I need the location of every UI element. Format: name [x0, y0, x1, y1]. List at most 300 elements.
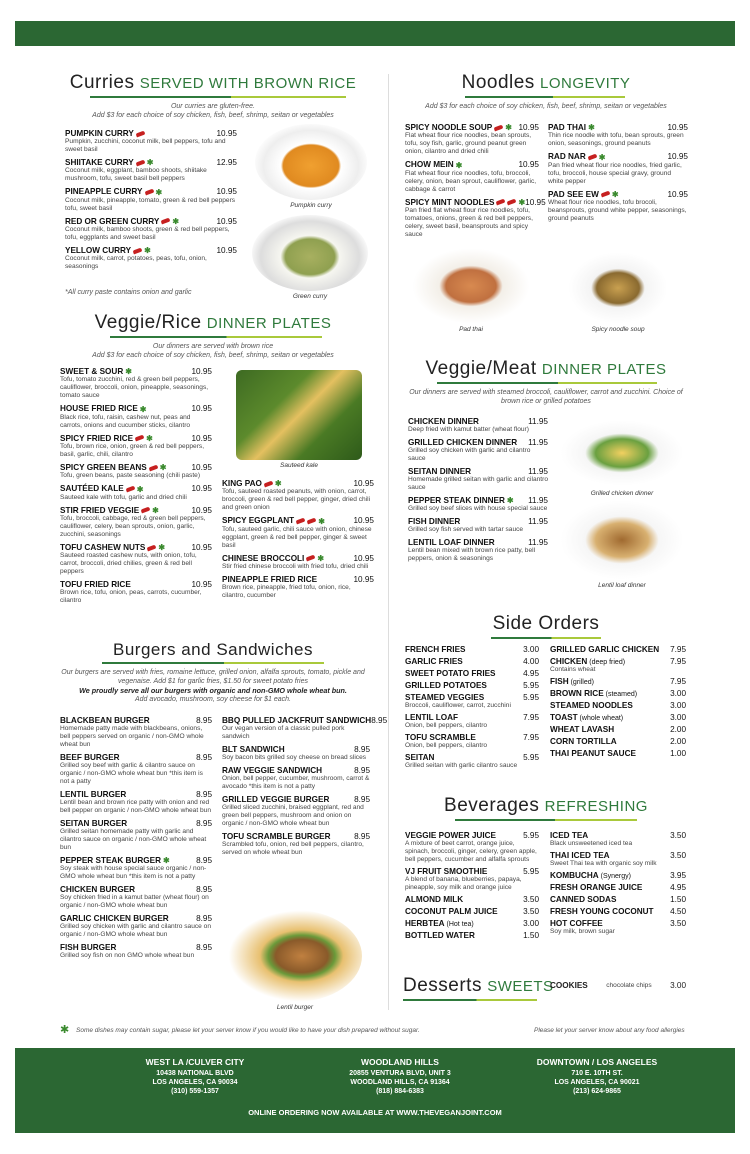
chili-icon: [507, 199, 517, 206]
item-name: STIR FRIED VEGGIE ✱: [60, 505, 159, 515]
sugar-note: Some dishes may contain sugar, please let your server know if you would like to have your dish prepared without sugar.: [76, 1027, 420, 1034]
veggie-meat-underline: [437, 382, 657, 384]
menu-item: [405, 681, 539, 690]
item-description: Scrambled tofu, onion, red bell peppers, cilantro, served on whole wheat bun: [222, 841, 364, 856]
menu-item: [550, 895, 686, 904]
item-name: CANNED SODAS: [550, 895, 617, 904]
item-price: 10.95: [667, 189, 688, 199]
menu-item: [60, 914, 212, 939]
footer: [15, 1048, 735, 1133]
item-name: BROWN RICE (steamed): [550, 689, 638, 698]
veggie-rice-note: Our dinners are served with brown rice Add $3 for each choice of soy chicken, fish, beef, shrimp, seitan or vegetables: [92, 343, 334, 359]
item-name: LENTIL LOAF: [405, 713, 459, 722]
item-price: 10.95: [518, 160, 539, 170]
menu-item: [222, 766, 370, 791]
item-description: Lentil bean mixed with brown rice patty, bell peppers, onion & seasonings: [408, 547, 536, 563]
item-name: HERBTEA (Hot tea): [405, 919, 474, 928]
curries-note: Our curries are gluten-free. Add $3 for each choice of soy chicken, fish, beef, shrimp, seitan or vegetables: [92, 103, 334, 119]
chili-icon: [141, 507, 151, 514]
menu-item: [60, 943, 212, 960]
item-description: Brown rice, tofu, onion, peas, carrots, cucumber, cilantro: [60, 589, 202, 605]
leaf-icon: ✱: [152, 505, 159, 515]
sauteed-kale-photo: [236, 370, 362, 460]
item-name: RAW VEGGIE SANDWICH: [222, 766, 323, 775]
item-price: 3.00: [670, 689, 686, 698]
item-price: 1.00: [670, 749, 686, 758]
top-banner: [15, 21, 735, 46]
menu-item: [405, 713, 539, 730]
item-name: KOMBUCHA (Synergy): [550, 871, 631, 880]
item-price: 8.95: [196, 885, 212, 895]
item-name: FISH BURGER: [60, 943, 117, 953]
item-name: CHICKEN DINNER: [408, 417, 479, 426]
menu-item: [550, 657, 686, 674]
grilled-chicken-dinner-caption: Grilled chicken dinner: [590, 490, 654, 497]
leaf-icon: ✱: [136, 484, 144, 494]
item-description: Onion, bell pepper, cucumber, mushroom, carrot & avocado *this item is not a patty: [222, 775, 370, 790]
desserts-title: Desserts: [403, 975, 482, 996]
item-name: YELLOW CURRY ✱: [65, 245, 151, 256]
item-name: SPICY MINT NOODLES ✱: [405, 197, 526, 207]
item-price: 7.95: [523, 713, 539, 722]
chili-icon: [135, 435, 145, 442]
menu-item: [550, 713, 686, 722]
menu-item: [550, 919, 686, 936]
item-price: 10.95: [191, 463, 212, 473]
item-name: BLT SANDWICH: [222, 745, 285, 754]
leaf-icon: ✱: [155, 187, 163, 197]
item-price: 5.95: [523, 753, 539, 762]
item-price: 3.50: [523, 895, 539, 904]
leaf-icon: ✱: [317, 553, 325, 563]
menu-item: [405, 831, 539, 864]
menu-item: [60, 580, 212, 605]
menu-item: [405, 197, 546, 239]
item-name: GRILLED GARLIC CHICKEN: [550, 645, 660, 654]
menu-item: [405, 867, 539, 892]
menu-item: [408, 517, 548, 534]
item-name: GARLIC FRIES: [405, 657, 463, 666]
item-price: 5.95: [523, 693, 539, 702]
item-name: TOFU CASHEW NUTS ✱: [60, 542, 166, 553]
item-price: 1.50: [670, 895, 686, 904]
item-price: 10.95: [353, 574, 374, 584]
menu-item: [65, 217, 237, 242]
item-name: GARLIC CHICKEN BURGER: [60, 914, 169, 924]
item-price: 8.95: [196, 856, 212, 866]
location-woodland-hills: WOODLAND HILLS 20855 VENTURA BLVD, UNIT 3 WOODLAND HILLS, CA 91364 (818) 884-6383: [349, 1057, 451, 1095]
item-description: Homemade grilled seitan with garlic and cilantro sauce: [408, 476, 549, 491]
leaf-icon: ✱: [518, 197, 526, 207]
burgers-list-right: [222, 716, 388, 861]
allergy-note: Please let your server know about any food allergies: [534, 1027, 685, 1034]
noodles-section: [405, 72, 687, 111]
item-price: 10.95: [525, 197, 546, 207]
menu-item: [550, 749, 686, 758]
item-description: Pan fried flat wheat flour rice noodles, tofu, tomatoes, onions, green & red bell peppers, celery, sweet basil, beansprouts and spicy sauce: [405, 206, 533, 238]
item-price: 4.50: [670, 907, 686, 916]
menu-item: [405, 931, 539, 940]
item-name: RAD NAR ✱: [548, 152, 606, 162]
veggie-rice-list-left: [60, 367, 212, 609]
menu-item: [408, 496, 548, 513]
chili-icon: [600, 191, 610, 198]
chili-icon: [307, 518, 317, 525]
item-description: Soy chicken fried in a kamut batter (wheat flour) on organic / non-GMO whole wheat bun: [60, 894, 209, 910]
veggie-rice-heading: [60, 312, 366, 334]
leaf-icon: ✱: [159, 463, 167, 473]
item-name: SPICY EGGPLANT ✱: [222, 516, 325, 526]
item-name: THAI PEANUT SAUCE: [550, 749, 636, 758]
menu-item: [550, 677, 686, 686]
curries-subtitle: SERVED WITH BROWN RICE: [139, 75, 357, 92]
item-name: CHINESE BROCCOLI ✱: [222, 553, 325, 563]
menu-item: [222, 716, 388, 741]
item-description: Broccoli, cauliflower, carrot, zucchini: [405, 702, 511, 709]
item-description: Tofu, green beans, paste seasoning (chili paste): [60, 472, 201, 480]
item-name: CHICKEN (deep fried): [550, 657, 626, 666]
item-price: 7.95: [670, 677, 686, 686]
burgers-title: Burgers and Sandwiches: [112, 640, 313, 659]
menu-item: [222, 745, 370, 762]
item-price: 10.95: [191, 505, 212, 515]
curries-title: Curries: [69, 72, 135, 93]
item-name: PUMPKIN CURRY: [65, 129, 145, 138]
item-price: 8.95: [196, 790, 212, 799]
leaf-icon: ✱: [506, 496, 514, 506]
item-name: BOTTLED WATER: [405, 931, 475, 940]
item-price: 3.50: [670, 851, 686, 860]
item-name: VEGGIE POWER JUICE: [405, 831, 496, 840]
item-description: Lentil bean and brown rice patty with onion and red bell pepper on organic / non-GMO whole wheat bun: [60, 799, 212, 814]
menu-item: [405, 919, 539, 928]
noodles-list-left: [405, 123, 546, 243]
chili-icon: [148, 464, 158, 471]
beverages-list-left: [405, 831, 539, 943]
item-name: SPICY GREEN BEANS ✱: [60, 462, 167, 473]
menu-item: [65, 246, 237, 271]
item-name: SWEET & SOUR ✱: [60, 367, 132, 377]
item-description: Grilled soy fish on non GMO whole wheat bun: [60, 952, 195, 960]
item-name: CHOW MEIN ✱: [405, 160, 463, 170]
menu-item: [60, 753, 212, 786]
pumpkin-curry-caption: Pumpkin curry: [290, 202, 332, 209]
beverages-list-right: [550, 831, 686, 939]
item-price: 8.95: [196, 753, 212, 762]
leaf-icon: ✱: [588, 123, 595, 133]
menu-item: [548, 190, 688, 223]
item-name: TOFU SCRAMBLE: [405, 733, 476, 742]
item-name: FRESH YOUNG COCONUT: [550, 907, 654, 916]
menu-item: [405, 657, 539, 666]
menu-item: [405, 895, 539, 904]
veggie-rice-list-right: [222, 479, 374, 604]
leaf-icon: ✱: [139, 404, 147, 414]
chili-icon: [133, 247, 143, 254]
chili-icon: [494, 124, 504, 131]
item-description: Brown rice, pineapple, fried tofu, onion, rice, cilantro, cucumber: [222, 583, 351, 599]
item-price: 10.95: [667, 123, 688, 133]
menu-item: [60, 856, 212, 881]
dessert-name: COOKIES: [550, 981, 588, 990]
item-name: RED OR GREEN CURRY ✱: [65, 216, 180, 226]
item-name: SAUTÉED KALE ✱: [60, 484, 144, 494]
menu-item: [222, 575, 374, 600]
item-description: Soy milk, brown sugar: [550, 928, 615, 935]
item-name: FISH DINNER: [408, 517, 461, 527]
menu-item: [65, 129, 237, 154]
menu-item: [60, 463, 212, 480]
menu-item: [60, 885, 212, 910]
item-description: Flat wheat flour rice noodles, bean sprouts, tofu, soy fish, garlic, ground peanut green onion, cilantro and dried chili: [405, 132, 532, 156]
chili-icon: [135, 130, 145, 137]
item-price: 2.00: [670, 737, 686, 746]
menu-item: [60, 367, 212, 400]
item-name: ALMOND MILK: [405, 895, 464, 904]
menu-item: [550, 831, 686, 848]
item-description: Homemade patty made with blackbeans, onions, bell peppers served on organic / non-GMO whole wheat bun: [60, 725, 204, 748]
item-name: GRILLED CHICKEN DINNER: [408, 438, 518, 447]
item-price: 11.95: [528, 496, 548, 506]
item-price: 10.95: [216, 246, 237, 256]
item-description: Stir fried chinese broccoli with fried tofu, dried chili: [222, 562, 369, 570]
chili-icon: [496, 199, 506, 206]
menu-item: [65, 187, 237, 212]
item-price: 10.95: [353, 516, 374, 526]
item-name: STEAMED NOODLES: [550, 701, 633, 710]
item-name: TOFU FRIED RICE: [60, 580, 131, 590]
leaf-icon: ✱: [455, 160, 463, 170]
item-name: KING PAO ✱: [222, 479, 282, 489]
curries-section: [60, 72, 366, 120]
item-description: Pumpkin, zucchini, coconut milk, bell peppers, tofu and sweet basil: [65, 138, 226, 153]
item-description: Tofu, broccoli, cabbage, red & green bell peppers, cauliflower, celery, bean sprouts, onion, garlic, zucchini, seasonings: [60, 514, 206, 538]
item-name: HOT COFFEE: [550, 919, 603, 928]
item-name: PAD SEE EW ✱: [548, 189, 619, 199]
item-name: LENTIL LOAF DINNER: [408, 538, 495, 548]
item-description: Tofu, sauteed garlic, chili sauce with onion, chinese eggplant, green & red bell pepper, ginger & sweet basil: [222, 525, 372, 549]
item-price: 8.95: [354, 766, 370, 775]
item-name: CHICKEN BURGER: [60, 885, 136, 895]
item-price: 3.50: [670, 831, 686, 840]
veggie-meat-list: [408, 417, 548, 567]
item-name: BEEF BURGER: [60, 753, 120, 762]
menu-item: [222, 795, 370, 828]
green-curry-photo: [252, 215, 368, 291]
item-description: Grilled soy chicken with garlic and cilantro sauce: [408, 447, 531, 462]
leaf-icon: ✱: [172, 216, 180, 226]
item-price: 3.00: [670, 713, 686, 722]
menu-item: [550, 645, 686, 654]
green-curry-caption: Green curry: [292, 293, 328, 300]
menu-item: [548, 123, 688, 148]
menu-item: [550, 737, 686, 746]
spicy-noodle-soup-photo: [568, 252, 668, 324]
dessert-desc: chocolate chips: [606, 982, 652, 989]
item-description: Flat wheat flour rice noodles, tofu, broccoli, celery, onion, bean sprout, cauliflower, garlic, cabbage & carrot: [405, 169, 537, 193]
item-name: CORN TORTILLA: [550, 737, 617, 746]
leaf-icon: ✱: [146, 433, 153, 443]
item-name: PINEAPPLE CURRY ✱: [65, 187, 163, 197]
item-price: 10.95: [216, 129, 237, 138]
menu-item: [405, 907, 539, 916]
menu-item: [60, 790, 212, 815]
item-price: 10.95: [191, 543, 212, 553]
item-name: HOUSE FRIED RICE ✱: [60, 404, 147, 414]
leaf-icon: ✱: [158, 543, 166, 553]
menu-item: [408, 467, 548, 492]
item-price: 10.95: [191, 367, 212, 377]
veggie-rice-section: [60, 312, 366, 360]
item-price: 8.95: [354, 795, 370, 804]
item-description: Contains wheat: [550, 666, 596, 673]
chili-icon: [125, 486, 135, 493]
leaf-icon: ✱: [598, 152, 606, 162]
pumpkin-curry-photo: [255, 124, 367, 200]
item-description: Grilled seitan homemade patty with garlic and cilantro sauce on organic / non-GMO whole wheat bun: [60, 828, 207, 851]
lentil-loaf-dinner-photo: [560, 500, 684, 580]
item-price: 3.00: [523, 919, 539, 928]
menu-item: [408, 538, 548, 563]
item-price: 8.95: [371, 716, 388, 725]
menu-item: [60, 543, 212, 576]
item-name: TOAST (whole wheat): [550, 713, 624, 722]
item-name: WHEAT LAVASH: [550, 725, 615, 734]
item-name: SHIITAKE CURRY ✱: [65, 158, 154, 168]
lentil-burger-photo: [228, 910, 362, 1002]
item-price: 5.95: [523, 831, 539, 840]
menu-item: [405, 160, 539, 193]
item-name: STEAMED VEGGIES: [405, 693, 485, 702]
item-description: Black rice, tofu, raisin, cashew nut, peas and carrots, onions and cucumber sticks, cilantro: [60, 413, 191, 429]
item-description: Grilled seitan with garlic cilantro sauce: [405, 762, 518, 769]
chili-icon: [296, 518, 306, 525]
menu-item: [222, 832, 370, 857]
curries-list: [65, 129, 237, 275]
item-price: 11.95: [528, 467, 548, 476]
menu-item: [550, 689, 686, 698]
item-price: 11.95: [528, 538, 548, 548]
item-price: 5.95: [523, 867, 539, 876]
side-orders-section: [405, 613, 687, 639]
menu-item: [405, 645, 539, 654]
item-price: 11.95: [528, 517, 548, 527]
veggie-rice-underline: [110, 336, 322, 338]
item-name: FRENCH FRIES: [405, 645, 466, 654]
menu-item: [405, 753, 539, 770]
menu-item: [60, 716, 212, 749]
item-name: PEPPER STEAK DINNER ✱: [408, 496, 514, 506]
item-description: Grilled soy chicken with garlic and cilantro sauce on organic / non-GMO whole wheat bun: [60, 923, 211, 939]
chili-icon: [587, 154, 597, 161]
item-name: GRILLED VEGGIE BURGER: [222, 795, 330, 804]
item-price: 3.50: [523, 907, 539, 916]
item-name: BBQ PULLED JACKFRUIT SANDWICH: [222, 716, 372, 725]
veggie-meat-note: Our dinners are served with steamed broccoli, cauliflower, carrot and zucchini. Choice of brown rice or grilled potatoes: [409, 389, 683, 405]
menu-item: [60, 506, 212, 539]
menu-item: [405, 733, 539, 750]
item-price: 10.95: [667, 152, 688, 162]
item-price: 8.95: [196, 819, 212, 828]
item-description: Grilled soy fish served with tartar sauce: [408, 526, 524, 534]
burgers-note: Our burgers are served with fries, romaine lettuce, grilled onion, alfalfa sprouts, tomato, pickle and vegenaise. Add $1 for garlic fries, $1.50 for sweet potato fries We proudly serve all our burgers with organic and non-GMO whole wheat bun. Add avocado, mushroom, soy cheese for $1 each.: [61, 669, 365, 703]
item-description: Grilled soy beef with garlic & cilantro sauce on organic / non-GMO whole wheat bun *this item is not a patty: [60, 762, 203, 785]
curries-footnote: *All curry paste contains onion and garlic: [65, 289, 192, 296]
desserts-subtitle: SWEETS: [487, 978, 554, 995]
menu-item: [60, 434, 212, 459]
item-price: 3.95: [670, 871, 686, 880]
item-price: 4.95: [523, 669, 539, 678]
item-name: BLACKBEAN BURGER: [60, 716, 150, 725]
item-name: SWEET POTATO FRIES: [405, 669, 496, 678]
menu-item: [550, 701, 686, 710]
chili-icon: [161, 218, 171, 225]
burgers-underline: [102, 662, 324, 664]
menu-item: [405, 693, 539, 710]
item-name: SEITAN: [405, 753, 435, 762]
menu-item: [550, 725, 686, 734]
item-description: Grilled soy beef slices with house special sauce: [408, 505, 548, 513]
location-west-la: WEST LA /CULVER CITY 10438 NATIONAL BLVD LOS ANGELES, CA 90034 (310) 559-1357: [145, 1057, 245, 1095]
menu-item: [405, 123, 539, 156]
chili-icon: [144, 189, 154, 196]
item-price: 7.95: [670, 657, 686, 666]
item-price: 8.95: [196, 914, 212, 924]
item-price: 8.95: [354, 832, 370, 841]
chili-icon: [147, 544, 157, 551]
item-description: Tofu, tomato zucchini, red & green bell peppers, cauliflower, broccoli, onion, pineapple, seasonings, tomato sauce: [60, 376, 209, 400]
veggie-meat-subtitle: DINNER PLATES: [541, 361, 667, 378]
noodles-underline: [465, 96, 625, 98]
menu-item: [60, 819, 212, 852]
pad-thai-photo: [412, 248, 530, 324]
chili-icon: [263, 480, 273, 487]
menu-item: [222, 554, 374, 571]
menu-item: [408, 417, 548, 434]
online-ordering[interactable]: ONLINE ORDERING NOW AVAILABLE AT WWW.THEVEGANJOINT.COM: [248, 1108, 502, 1117]
burgers-list-left: [60, 716, 212, 964]
item-price: 4.95: [670, 883, 686, 892]
leaf-icon: ✱: [274, 479, 282, 489]
lentil-burger-caption: Lentil burger: [276, 1004, 314, 1011]
item-name: PAD THAI ✱: [548, 123, 595, 133]
item-price: 8.95: [196, 716, 212, 725]
item-price: 12.95: [216, 158, 237, 168]
leaf-icon: ✱: [505, 123, 512, 133]
menu-item: [405, 669, 539, 678]
leaf-icon: ✱: [163, 856, 170, 866]
pad-thai-caption: Pad thai: [459, 326, 483, 333]
item-description: Coconut milk, carrot, potatoes, peas, tofu, onion, seasonings: [65, 255, 207, 271]
menu-item: [550, 883, 686, 892]
noodles-list-right: [548, 123, 688, 227]
item-name: PEPPER STEAK BURGER ✱: [60, 856, 170, 866]
curries-underline: [90, 96, 346, 98]
side-orders-list-right: [550, 645, 686, 761]
item-price: 7.95: [523, 733, 539, 742]
item-description: Coconut milk, bamboo shoots, green & red bell peppers, tofu, eggplants and sweet basil: [65, 225, 230, 241]
item-description: A blend of banana, blueberries, papaya, pineapple, soy milk and orange juice: [405, 876, 522, 891]
beverages-heading: [405, 795, 687, 817]
item-price: 3.00: [670, 701, 686, 710]
menu-item: [550, 907, 686, 916]
beverages-section: [405, 795, 687, 821]
desserts-underline: [403, 999, 537, 1001]
item-price: 8.95: [354, 745, 370, 754]
item-price: 5.95: [523, 681, 539, 690]
leaf-icon: ✱: [611, 189, 619, 199]
column-divider: [388, 74, 389, 1010]
